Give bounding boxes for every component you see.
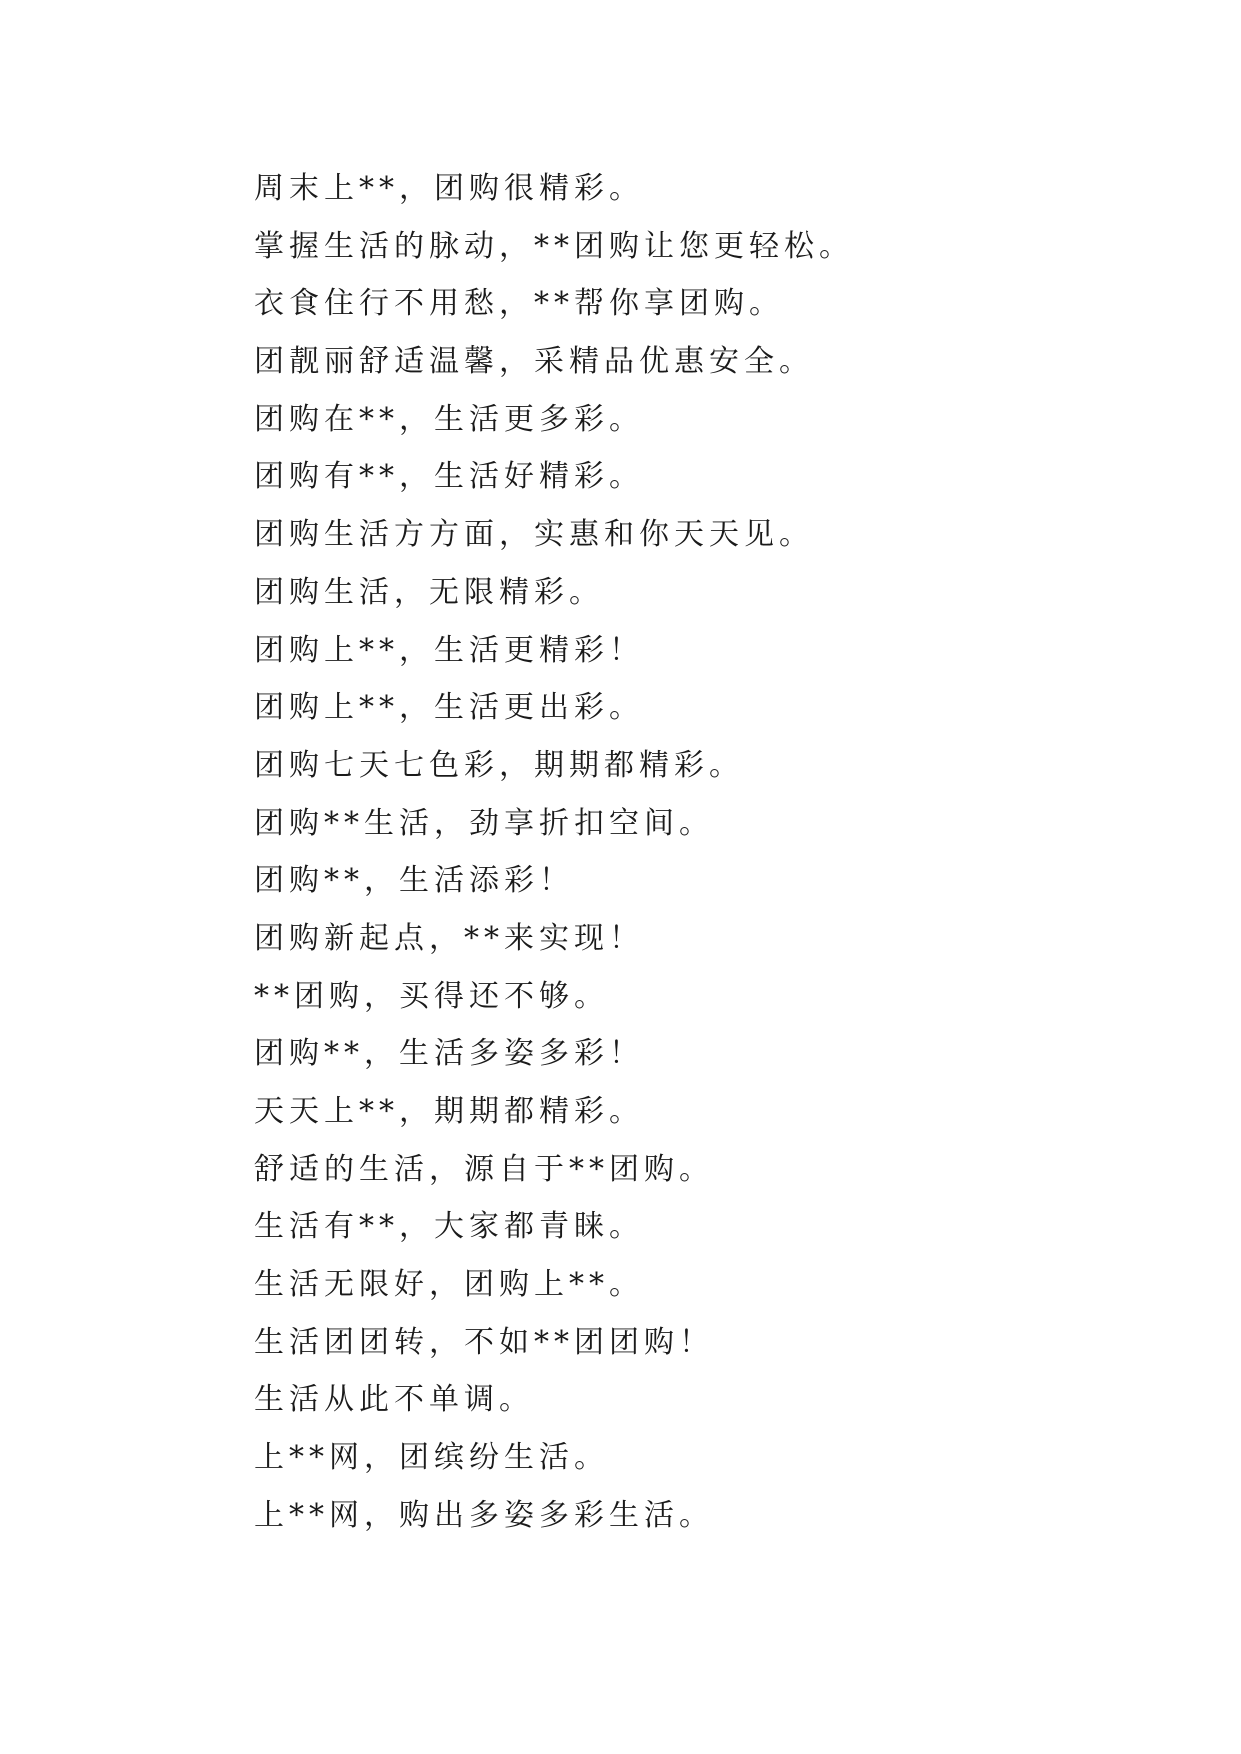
slogan-line: 团购上**，生活更精彩！: [254, 632, 644, 668]
slogan-line: 上**网，购出多姿多彩生活。: [254, 1497, 714, 1533]
slogan-list: [254, 160, 1154, 1545]
slogan-line: 团购**，生活多姿多彩！: [254, 1036, 644, 1072]
slogan-line: 周末上**，团购很精彩。: [254, 171, 644, 206]
slogan-line: **团购，买得还不够。: [254, 978, 609, 1014]
slogan-line: 团靓丽舒适温馨，采精品优惠安全。: [254, 344, 814, 380]
slogan-line: 天天上**，期期都精彩。: [254, 1094, 644, 1129]
slogan-line: 团购七天七色彩，期期都精彩。: [254, 747, 744, 783]
slogan-line: 团购有**，生活好精彩。: [254, 459, 644, 495]
slogan-line: 团购新起点，**来实现！: [254, 920, 644, 956]
slogan-line: 生活团团转，不如**团团购！: [254, 1324, 714, 1360]
slogan-line: 上**网，团缤纷生活。: [254, 1440, 609, 1476]
slogan-line: 团购生活，无限精彩。: [254, 574, 604, 610]
slogan-line: 团购**生活，劲享折扣空间。: [254, 805, 714, 841]
slogan-line: 生活无限好，团购上**。: [254, 1267, 644, 1303]
slogan-line: 舒适的生活，源自于**团购。: [254, 1151, 714, 1187]
slogan-line: 团购**，生活添彩！: [254, 863, 574, 899]
slogan-line: 衣食住行不用愁，**帮你享团购。: [254, 286, 784, 322]
slogan-line: 掌握生活的脉动，**团购让您更轻松。: [254, 228, 854, 264]
slogan-line: 生活从此不单调。: [254, 1382, 534, 1418]
slogan-line: 团购在**，生活更多彩。: [254, 401, 644, 437]
slogan-line: 团购上**，生活更出彩。: [254, 690, 644, 726]
slogan-line: 生活有**，大家都青睐。: [254, 1209, 644, 1245]
slogan-line: 团购生活方方面，实惠和你天天见。: [254, 517, 814, 553]
